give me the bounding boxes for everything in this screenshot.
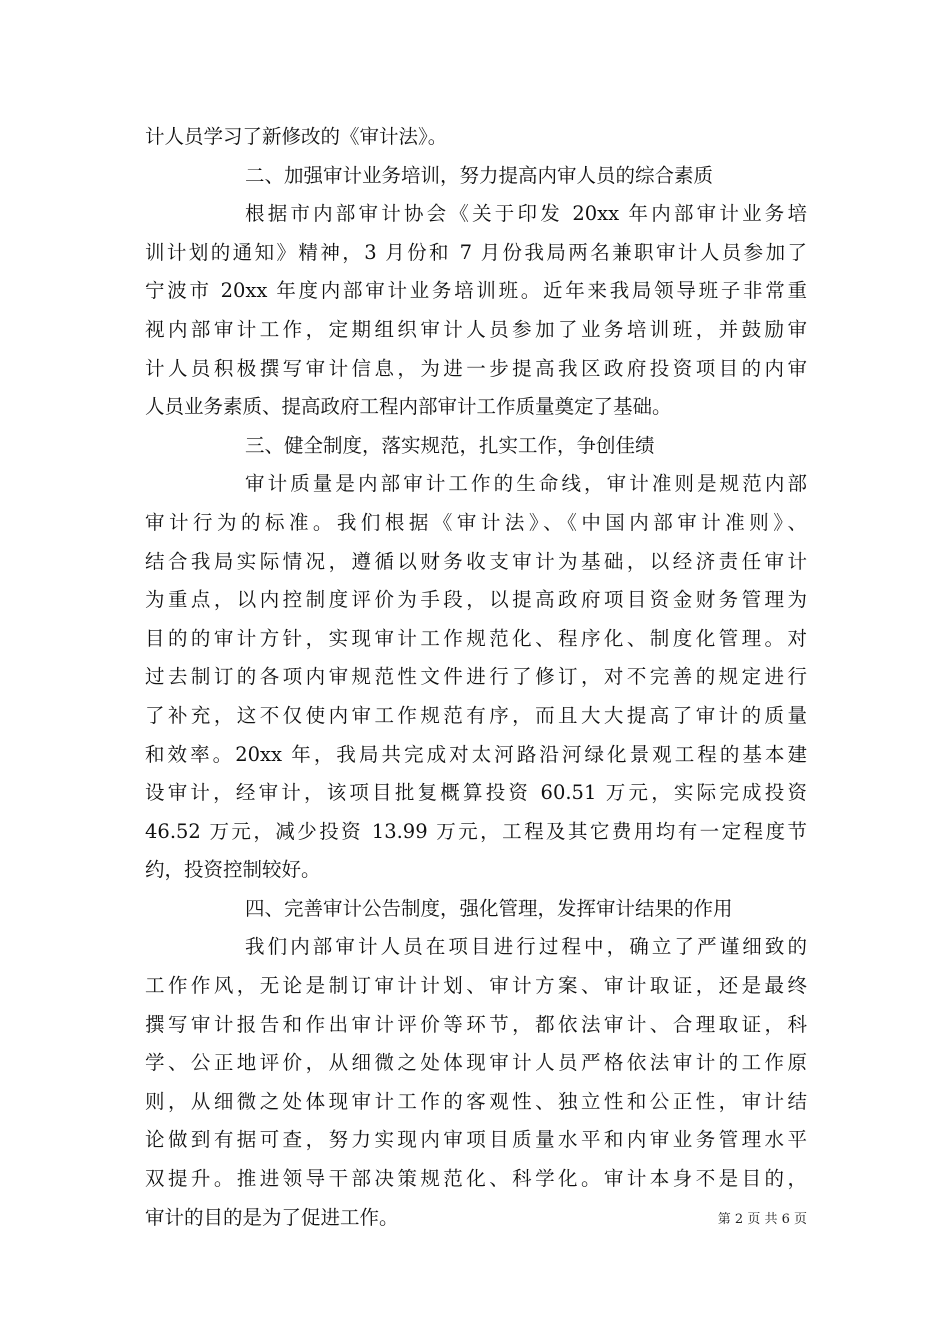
text-line: 审计行为的标准。我们根据《审计法》、《中国内部审计准则》、	[145, 510, 807, 534]
text-line: 学、公正地评价，从细微之处体现审计人员严格依法审计的工作原	[145, 1051, 807, 1075]
text-line: 计人员学习了新修改的《审计法》。	[145, 125, 448, 148]
text-line: 审计质量是内部审计工作的生命线，审计准则是规范内部	[245, 472, 807, 496]
text-line: 结合我局实际情况，遵循以财务收支审计为基础，以经济责任审计	[145, 549, 807, 573]
text-line: 我们内部审计人员在项目进行过程中，确立了严谨细致的	[245, 935, 807, 959]
text-line: 目的的审计方针，实现审计工作规范化、程序化、制度化管理。对	[145, 626, 807, 650]
text-line: 46.52 万元，减少投资 13.99 万元，工程及其它费用均有一定程度节	[145, 819, 807, 843]
text-line: 设审计，经审计，该项目批复概算投资 60.51 万元，实际完成投资	[145, 781, 807, 805]
text-line: 审计的目的是为了促进工作。	[145, 1205, 399, 1229]
text-line: 和效率。20xx 年，我局共完成对太河路沿河绿化景观工程的基本建	[145, 742, 807, 766]
section-heading: 四、完善审计公告制度，强化管理，发挥审计结果的作用	[245, 896, 733, 920]
text-line: 双提升。推进领导干部决策规范化、科学化。审计本身不是目的，	[145, 1167, 807, 1191]
text-line: 为重点，以内控制度评价为手段，以提高政府项目资金财务管理为	[145, 588, 807, 612]
text-line: 宁波市 20xx 年度内部审计业务培训班。近年来我局领导班子非常重	[145, 279, 807, 303]
text-line: 论做到有据可查，努力实现内审项目质量水平和内审业务管理水平	[145, 1128, 807, 1152]
text-line: 了补充，这不仅使内审工作规范有序，而且大大提高了审计的质量	[145, 703, 807, 727]
text-line: 约，投资控制较好。	[145, 858, 321, 882]
text-line: 计人员积极撰写审计信息，为进一步提高我区政府投资项目的内审	[145, 356, 807, 380]
text-line: 撰写审计报告和作出审计评价等环节，都依法审计、合理取证，科	[145, 1012, 807, 1036]
document-body	[145, 118, 807, 1237]
text-line: 根据市内部审计协会《关于印发 20xx 年内部审计业务培	[245, 202, 807, 226]
text-line: 人员业务素质、提高政府工程内部审计工作质量奠定了基础。	[145, 395, 672, 419]
section-heading: 三、健全制度，落实规范，扎实工作，争创佳绩	[245, 433, 655, 457]
text-line: 训计划的通知》精神，3 月份和 7 月份我局两名兼职审计人员参加了	[145, 240, 807, 264]
text-line: 工作作风，无论是制订审计计划、审计方案、审计取证，还是最终	[145, 974, 807, 998]
text-line: 过去制订的各项内审规范性文件进行了修订，对不完善的规定进行	[145, 665, 807, 689]
text-line: 则，从细微之处体现审计工作的客观性、独立性和公正性，审计结	[145, 1089, 807, 1113]
text-line: 视内部审计工作，定期组织审计人员参加了业务培训班，并鼓励审	[145, 317, 807, 341]
section-heading: 二、加强审计业务培训，努力提高内审人员的综合素质	[245, 163, 714, 187]
page-number: 第 2 页 共 6 页	[717, 1212, 807, 1227]
